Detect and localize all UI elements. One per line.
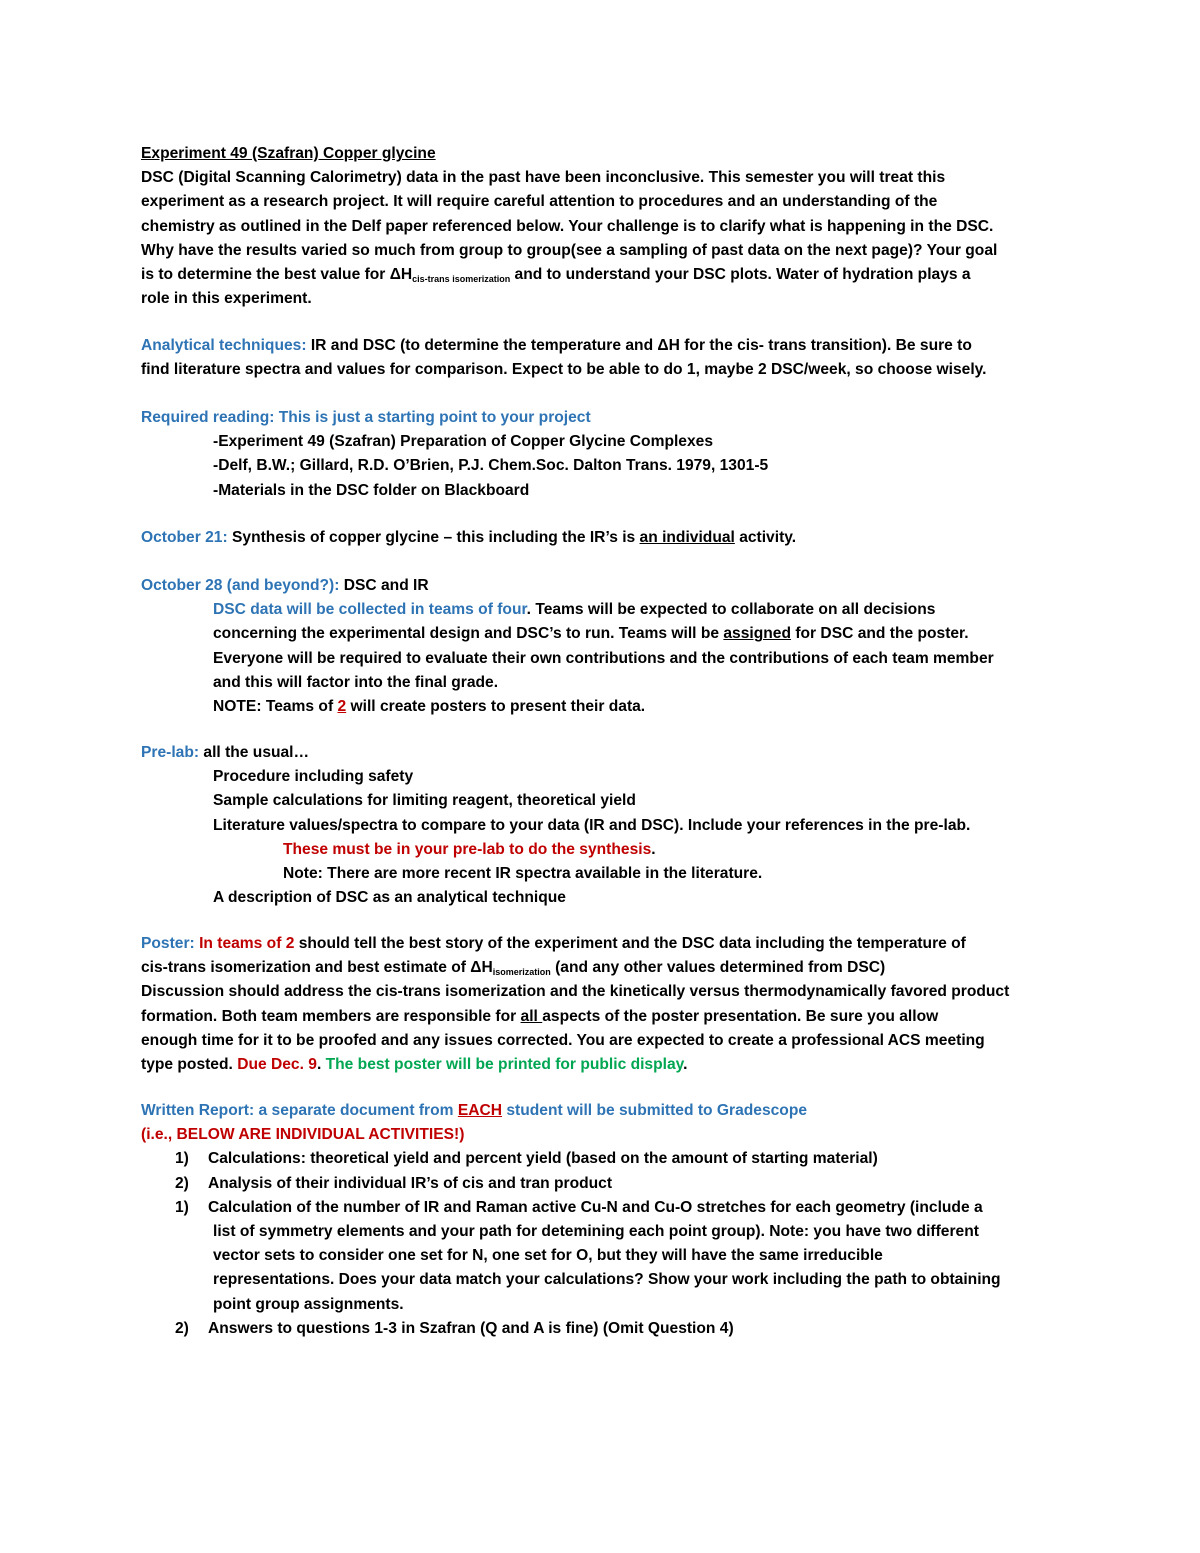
report-item-number: 1): [175, 1198, 189, 1216]
poster-line-4-a: formation. Both team members are responsible for: [141, 1007, 521, 1025]
report-item-text: Calculations: theoretical yield and percent yield (based on the amount of starting material): [208, 1150, 878, 1168]
intro-line-5-b: and to understand your DSC plots. Water of hydration plays a: [510, 265, 971, 283]
analytical-text: IR and DSC (to determine the temperature and ΔH for the cis- trans transition). Be sure to: [306, 337, 972, 354]
report-item: [141, 1317, 1081, 1341]
oct28-line-1-rest: . Teams will be expected to collaborate on all decisions: [526, 601, 936, 619]
report-item-text: Calculation of the number of IR and Raman active Cu-N and Cu-O stretches for each geometry (include a: [208, 1198, 983, 1216]
intro-line-5-subscript: cis-trans isomerization: [412, 273, 511, 284]
intro-section: [141, 142, 1081, 311]
oct28-line-4: and this will factor into the final grade.: [213, 673, 499, 691]
oct21-label: October 21:: [141, 529, 228, 546]
intro-line-5: [141, 263, 1081, 287]
poster-line-2-subscript: isomerization: [492, 967, 551, 978]
report-item: [141, 1147, 1081, 1171]
report-item-continuation: vector sets to consider one set for N, one set for O, but they will have the same irreducible: [213, 1247, 883, 1265]
poster-due-date: Due Dec. 9: [237, 1055, 317, 1073]
report-individual-note: (i.e., BELOW ARE INDIVIDUAL ACTIVITIES!): [141, 1126, 465, 1144]
intro-line-2: experiment as a research project. It will require careful attention to procedures and an understanding of the: [141, 193, 938, 211]
prelab-note: Note: There are more recent IR spectra available in the literature.: [283, 864, 763, 882]
intro-line-1: DSC (Digital Scanning Calorimetry) data in the past have been inconclusive. This semester you will treat this: [141, 169, 946, 187]
report-item-number: 2): [175, 1174, 189, 1192]
analytical-label: Analytical techniques:: [141, 337, 307, 354]
oct28-header: [141, 574, 1081, 598]
analytical-section: [141, 334, 1081, 382]
poster-all: all: [520, 1007, 543, 1025]
prelab-last: A description of DSC as an analytical technique: [213, 889, 566, 907]
poster-line-2-a: cis-trans isomerization and best estimate of ΔH: [141, 959, 493, 977]
oct28-line-2: [141, 622, 1081, 646]
poster-label: Poster:: [141, 935, 195, 952]
oct28-line-1: [141, 598, 1081, 622]
analytical-line-1: [141, 334, 1081, 358]
poster-line-4-b: aspects of the poster presentation. Be sure you allow: [542, 1007, 939, 1025]
report-item-continuation: point group assignments.: [213, 1295, 404, 1313]
report-item-continuation: list of symmetry elements and your path for detemining each point group). Note: you have two different: [213, 1222, 979, 1240]
poster-line-6-end: .: [683, 1055, 688, 1073]
reading-section: [141, 406, 1081, 503]
report-item-text: Answers to questions 1-3 in Szafran (Q and A is fine) (Omit Question 4): [208, 1319, 734, 1337]
oct21-underlined: an individual: [639, 529, 735, 546]
oct28-section: [141, 574, 1081, 719]
oct28-teams-of-four: DSC data will be collected in teams of four: [213, 601, 527, 619]
oct28-label: October 28 (and beyond?):: [141, 577, 340, 594]
report-header-a: Written Report: a separate document from: [141, 1102, 458, 1119]
intro-line-6: role in this experiment.: [141, 290, 312, 308]
oct28-line-2-b: for DSC and the poster.: [790, 625, 969, 643]
report-item-text: Analysis of their individual IR’s of cis and tran product: [208, 1174, 613, 1192]
analytical-line-2: find literature spectra and values for comparison. Expect to be able to do 1, maybe 2 DSC/week, so choose wisely.: [141, 361, 987, 379]
poster-line-1-rest: should tell the best story of the experiment and the DSC data including the temperature of: [294, 935, 966, 952]
poster-line-6-a: type posted.: [141, 1055, 238, 1073]
intro-line-4: Why have the results varied so much from group to group(see a sampling of past data on the next page)? Your goal: [141, 241, 998, 259]
poster-line-6: [141, 1053, 1081, 1077]
oct28-note-number: 2: [337, 697, 347, 715]
report-item-number: 2): [175, 1319, 189, 1337]
poster-line-6-dot: .: [316, 1055, 326, 1073]
prelab-header: [141, 741, 1081, 765]
oct28-assigned: assigned: [723, 625, 791, 643]
oct21-line: [141, 526, 1081, 550]
oct28-line-2-a: concerning the experimental design and DSC’s to run. Teams will be: [213, 625, 724, 643]
report-section: [141, 1099, 1081, 1341]
poster-line-2: [141, 956, 1081, 980]
prelab-item: Sample calculations for limiting reagent, theoretical yield: [213, 792, 636, 810]
oct28-note-a: NOTE: Teams of: [213, 697, 338, 715]
prelab-text: all the usual…: [199, 744, 310, 761]
oct28-line-5: [141, 695, 1081, 719]
intro-line-5-a: is to determine the best value for ΔH: [141, 265, 413, 283]
poster-teams: In teams of 2: [194, 935, 295, 952]
poster-line-3: Discussion should address the cis-trans isomerization and the kinetically versus thermodynamically favored product: [141, 983, 1010, 1001]
report-item-continuation: representations. Does your data match your calculations? Show your work including the path to obtaining: [213, 1271, 1001, 1289]
oct28-text: DSC and IR: [339, 577, 429, 594]
prelab-label: Pre-lab:: [141, 744, 200, 761]
intro-line-3: chemistry as outlined in the Delf paper referenced below. Your challenge is to clarify what is happening in the DSC.: [141, 217, 994, 235]
poster-line-4: [141, 1005, 1081, 1029]
report-item: [141, 1196, 1081, 1220]
report-header: [141, 1099, 1081, 1123]
poster-line-1: [141, 932, 1081, 956]
oct28-note-b: will create posters to present their data.: [346, 697, 646, 715]
reading-item: -Delf, B.W.; Gillard, R.D. O’Brien, P.J. Chem.Soc. Dalton Trans. 1979, 1301-5: [213, 457, 769, 475]
poster-line-2-b: (and any other values determined from DSC): [550, 959, 886, 977]
poster-line-5: enough time for it to be proofed and any issues corrected. You are expected to create a professional ACS meeting: [141, 1031, 985, 1049]
prelab-red-note-dot: .: [651, 840, 656, 858]
report-each: EACH: [457, 1102, 503, 1119]
prelab-red-note: [141, 838, 1081, 862]
oct21-text-b: activity.: [734, 529, 797, 546]
report-header-b: student will be submitted to Gradescope: [502, 1102, 808, 1119]
prelab-item: Literature values/spectra to compare to your data (IR and DSC). Include your references in the pre-lab.: [213, 816, 971, 834]
oct21-text-a: Synthesis of copper glycine – this including the IR’s is: [227, 529, 640, 546]
prelab-item: Procedure including safety: [213, 768, 414, 786]
reading-item: -Materials in the DSC folder on Blackboard: [213, 481, 530, 499]
prelab-section: [141, 741, 1081, 910]
report-item: [141, 1172, 1081, 1196]
report-item-number: 1): [175, 1150, 189, 1168]
prelab-red-note-text: These must be in your pre-lab to do the synthesis: [283, 840, 652, 858]
oct28-line-3: Everyone will be required to evaluate their own contributions and the contributions of each team member: [213, 649, 994, 667]
oct21-section: [141, 526, 1081, 550]
reading-header: Required reading: This is just a starting point to your project: [141, 409, 591, 426]
poster-section: [141, 932, 1081, 1077]
reading-item: -Experiment 49 (Szafran) Preparation of Copper Glycine Complexes: [213, 433, 713, 451]
document-title: Experiment 49 (Szafran) Copper glycine: [141, 145, 436, 162]
poster-best-poster: The best poster will be printed for public display: [325, 1055, 684, 1073]
